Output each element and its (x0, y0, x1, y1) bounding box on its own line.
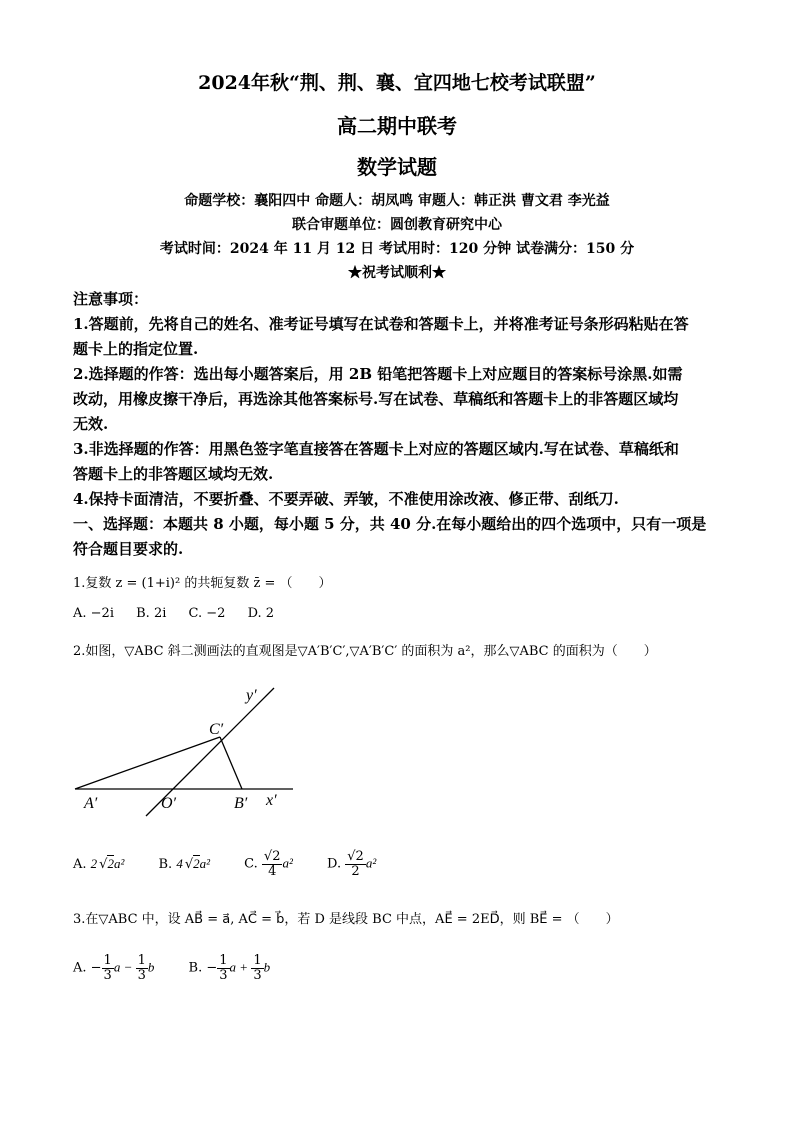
q2-option-a-prefix: A. (73, 856, 91, 872)
segment-c-b (220, 737, 242, 789)
q1-option-c: C. −2 (188, 606, 226, 621)
exam-title-line1: 2024年秋“荆、荆、襄、宜四地七校考试联盟” (198, 72, 596, 94)
question-1-options (73, 606, 292, 621)
notes-line: 无效. (73, 415, 109, 433)
notes-line: 答题卡上的非答题区域均无效. (73, 465, 274, 483)
q2-option-a (73, 856, 124, 872)
question-2-options (73, 850, 394, 878)
exam-blessing: ★祝考试顺利★ (348, 265, 446, 281)
q3-option-b-prefix: B. − (188, 960, 218, 976)
q2-option-b (159, 856, 211, 872)
notes-heading: 注意事项： (73, 290, 149, 308)
section-heading: 一、选择题：本题共 8 小题，每小题 5 分，共 40 分.在每小题给出的四个选项中，只有一项是 (73, 515, 707, 533)
q3-option-b-middle: a + (229, 959, 252, 975)
q2-option-a-tail: a² (113, 855, 125, 871)
fraction (136, 954, 148, 982)
fraction (217, 954, 229, 982)
notes-line: 4.保持卡面清洁，不要折叠、不要弄破、弄皱，不准使用涂改液、修正带、刮纸刀. (73, 490, 619, 508)
fraction-denominator: 3 (253, 967, 262, 983)
q2-option-b-tail: a² (199, 855, 211, 871)
fraction-denominator: 4 (268, 863, 277, 879)
exam-title-line2: 高二期中联考 (337, 114, 457, 138)
fraction (251, 954, 263, 982)
fraction-numerator: 1 (103, 953, 112, 968)
fraction-numerator: 1 (219, 953, 228, 968)
fraction-numerator: √2 (263, 849, 281, 864)
q3-option-a-middle: a − (113, 959, 136, 975)
section-heading-cont: 符合题目要求的. (73, 540, 184, 558)
notes-line: 2.选择题的作答：选出每小题答案后，用 2B 铅笔把答题卡上对应题目的答案标号涂黑.如需 (73, 365, 683, 383)
notes-line: 1.答题前，先将自己的姓名、准考证号填写在试卷和答题卡上，并将准考证号条形码粘贴在答 (73, 315, 689, 333)
q2-option-c (244, 850, 293, 878)
q2-option-c-tail: a² (282, 855, 293, 871)
q1-option-b: B. 2i (136, 606, 167, 621)
q2-option-b-coef: 4 (176, 855, 183, 871)
exam-authors: 命题学校：襄阳四中 命题人：胡凤鸣 审题人：韩正洪 曹文君 李光益 (184, 193, 610, 209)
exam-review-unit: 联合审题单位：圆创教育研究中心 (292, 217, 502, 233)
q2-option-a-radicand: 2 (107, 855, 114, 871)
fraction-denominator: 3 (137, 967, 146, 983)
fraction-numerator: 1 (253, 953, 262, 968)
q2-option-c-prefix: C. (244, 856, 262, 872)
question-3-options (73, 954, 288, 982)
q2-option-c-fraction (262, 850, 283, 878)
q2-option-d (327, 850, 376, 878)
exam-info: 考试时间：2024 年 11 月 12 日 考试用时：120 分钟 试卷满分：150 分 (159, 241, 635, 257)
label-point-b: B′ (234, 795, 248, 812)
fraction-numerator: 1 (137, 953, 146, 968)
notes-line: 题卡上的指定位置. (73, 340, 199, 358)
q2-option-d-tail: a² (365, 855, 377, 871)
question-2-stem: 2.如图，▽ABC 斜二测画法的直观图是▽A′B′C′,▽A′B′C′ 的面积为 a²，那么▽ABC 的面积为（ ） (73, 644, 657, 659)
question-1-stem: 1.复数 z = (1+i)² 的共轭复数 z̄ = （ ） (73, 576, 332, 591)
label-point-o: O′ (161, 795, 177, 812)
q3-option-a-tail: b (147, 959, 155, 975)
label-point-a: A′ (84, 795, 98, 812)
q2-option-b-radicand: 2 (193, 855, 200, 871)
q2-option-d-fraction (345, 850, 366, 878)
q1-option-d: D. 2 (247, 606, 275, 621)
exam-subject-title: 数学试题 (357, 155, 437, 179)
q1-option-a: A. −2i (73, 606, 114, 621)
label-x-axis: x′ (266, 792, 277, 809)
q3-option-a (73, 954, 154, 982)
fraction-denominator: 2 (351, 863, 360, 879)
label-y-axis: y′ (246, 687, 257, 704)
fraction-numerator: √2 (347, 849, 364, 864)
radical-sign: √ (99, 856, 108, 872)
q3-option-a-prefix: A. − (73, 960, 102, 976)
fraction-denominator: 3 (103, 967, 112, 983)
q3-option-b-tail: b (263, 959, 271, 975)
q2-option-d-prefix: D. (327, 856, 346, 872)
notes-line: 改动，用橡皮擦干净后，再选涂其他答案标号.写在试卷、草稿纸和答题卡上的非答题区域均 (73, 390, 679, 408)
notes-line: 3.非选择题的作答：用黑色签字笔直接答在答题卡上对应的答题区域内.写在试卷、草稿纸和 (73, 440, 679, 458)
label-point-c: C′ (209, 721, 224, 738)
q3-option-b (189, 954, 271, 982)
q2-option-a-coef: 2 (90, 855, 98, 871)
q2-figure (60, 670, 300, 825)
q2-option-b-prefix: B. (158, 856, 177, 872)
fraction-denominator: 3 (219, 967, 228, 983)
question-3-stem: 3.在▽ABC 中，设 AB⃗ = a⃗, AC⃗ = b⃗，若 D 是线段 BC 中点，AE⃗ = 2ED⃗，则 BE⃗ = （ ） (73, 912, 619, 927)
radical-sign: √ (184, 856, 194, 872)
fraction (102, 954, 114, 982)
